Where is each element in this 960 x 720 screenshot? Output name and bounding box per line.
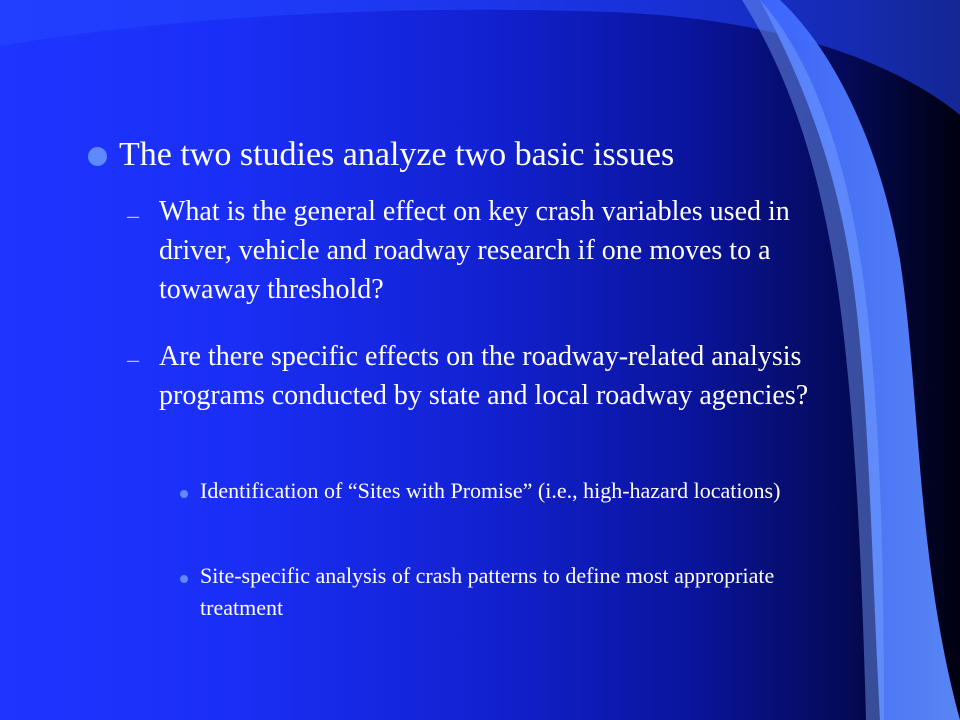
main-bullet-icon	[88, 147, 107, 166]
nested-bullet-icon	[180, 490, 188, 498]
main-point: The two studies analyze two basic issues	[119, 136, 675, 173]
subpoint-dash-icon: –	[127, 347, 139, 373]
subpoint-general-effect: What is the general effect on key crash variables used in driver, vehicle and roadway research if one moves to a towaway threshold?	[159, 196, 790, 305]
nested-point-sites-with-promise: Identification of “Sites with Promise” (i.e., high-hazard locations)	[200, 478, 781, 503]
nested-bullet-icon	[180, 575, 188, 583]
subpoint-dash-icon: –	[127, 203, 139, 229]
subpoint-specific-effects: Are there specific effects on the roadway-related analysis programs conducted by state and local roadway agencies?	[159, 341, 809, 411]
nested-point-site-specific-analysis: Site-specific analysis of crash patterns to define most appropriate treatment	[200, 563, 775, 620]
